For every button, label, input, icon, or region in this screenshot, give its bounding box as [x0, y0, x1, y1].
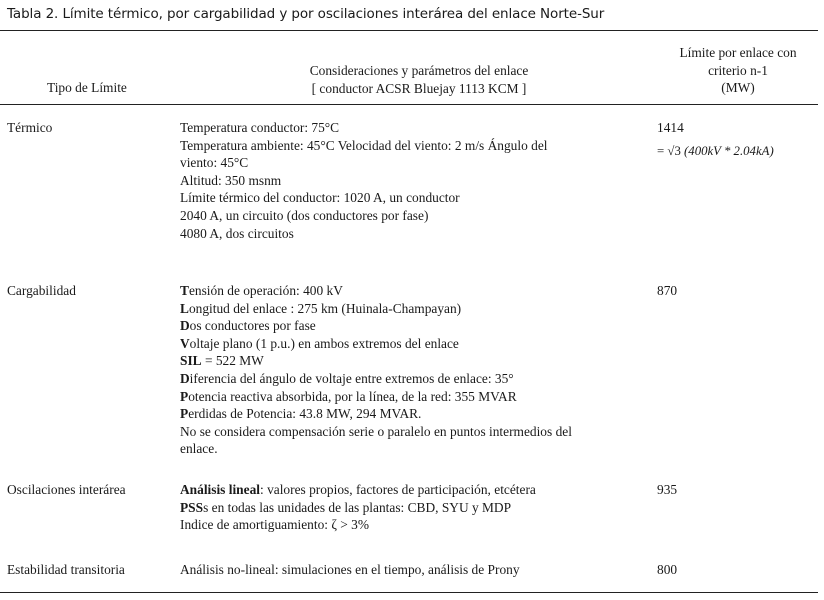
row-oscilaciones-type: Oscilaciones interárea — [7, 482, 126, 497]
header-limite — [658, 44, 818, 97]
list-item: 4080 A, dos circuitos — [180, 225, 294, 241]
list-item: Perdidas de Potencia: 43.8 MW, 294 MVAR. — [180, 406, 422, 422]
top-rule — [0, 30, 818, 31]
header-consideraciones — [250, 62, 588, 97]
header-consideraciones-line2: [ conductor ACSR Bluejay 1113 KCM ] — [311, 80, 527, 96]
row-estabilidad-limit: 800 — [657, 562, 678, 577]
row-termico-limit — [657, 119, 774, 160]
formula-root: √3 — [667, 143, 681, 158]
list-item: Tensión de operación: 400 kV — [180, 283, 343, 298]
header-consideraciones-line1: Consideraciones y parámetros del enlace — [309, 63, 529, 78]
row-cargabilidad-limit: 870 — [657, 283, 678, 298]
row-estabilidad-details: Análisis no-lineal: simulaciones en el tiempo, análisis de Prony — [180, 562, 520, 577]
list-item: Análisis lineal: valores propios, factores de participación, etcétera — [180, 482, 536, 497]
list-item: Altitud: 350 msnm — [180, 172, 282, 188]
list-item: Indice de amortiguamiento: ζ > 3% — [180, 517, 369, 533]
list-item: Diferencia del ángulo de voltaje entre extremos de enlace: 35° — [180, 370, 514, 386]
row-cargabilidad-type: Cargabilidad — [7, 283, 76, 298]
header-rule — [0, 104, 818, 105]
list-item: viento: 45°C — [180, 155, 249, 171]
header-tipo: Tipo de Límite — [47, 80, 127, 95]
row-termico-details — [180, 119, 650, 242]
row-cargabilidad-details — [180, 282, 650, 458]
list-item: Voltaje plano (1 p.u.) en ambos extremos del enlace — [180, 335, 459, 351]
list-item: enlace. — [180, 441, 218, 457]
row-oscilaciones-details — [180, 481, 650, 534]
header-limite-line2: criterio n-1 — [708, 62, 768, 78]
formula-prefix: = — [657, 143, 668, 158]
table-caption: Tabla 2. Límite térmico, por cargabilidad y por oscilaciones interárea del enlace Norte-Sur — [7, 6, 605, 22]
row-oscilaciones-limit: 935 — [657, 482, 678, 497]
list-item: Límite térmico del conductor: 1020 A, un conductor — [180, 190, 460, 206]
limit-formula — [657, 143, 774, 161]
list-item: SIL = 522 MW — [180, 353, 264, 369]
list-item: 2040 A, un circuito (dos conductores por fase) — [180, 207, 429, 223]
row-termico-type: Térmico — [7, 120, 53, 135]
list-item: Dos conductores por fase — [180, 318, 316, 334]
limit-value: 1414 — [657, 120, 684, 135]
header-limite-line3: (MW) — [721, 80, 755, 95]
header-limite-line1: Límite por enlace con — [679, 45, 797, 60]
formula-body: (400kV * 2.04kA) — [680, 143, 774, 158]
list-item: Longitud del enlace : 275 km (Huinala-Champayan) — [180, 300, 462, 316]
bottom-rule — [0, 592, 818, 593]
list-item: Temperatura conductor: 75°C — [180, 120, 340, 135]
list-item: Potencia reactiva absorbida, por la línea, de la red: 355 MVAR — [180, 388, 517, 404]
row-estabilidad-type: Estabilidad transitoria — [7, 562, 125, 577]
list-item: No se considera compensación serie o paralelo en puntos intermedios del — [180, 423, 572, 439]
list-item: Temperatura ambiente: 45°C Velocidad del viento: 2 m/s Ángulo del — [180, 137, 548, 153]
list-item: PSSs en todas las unidades de las plantas: CBD, SYU y MDP — [180, 499, 512, 515]
